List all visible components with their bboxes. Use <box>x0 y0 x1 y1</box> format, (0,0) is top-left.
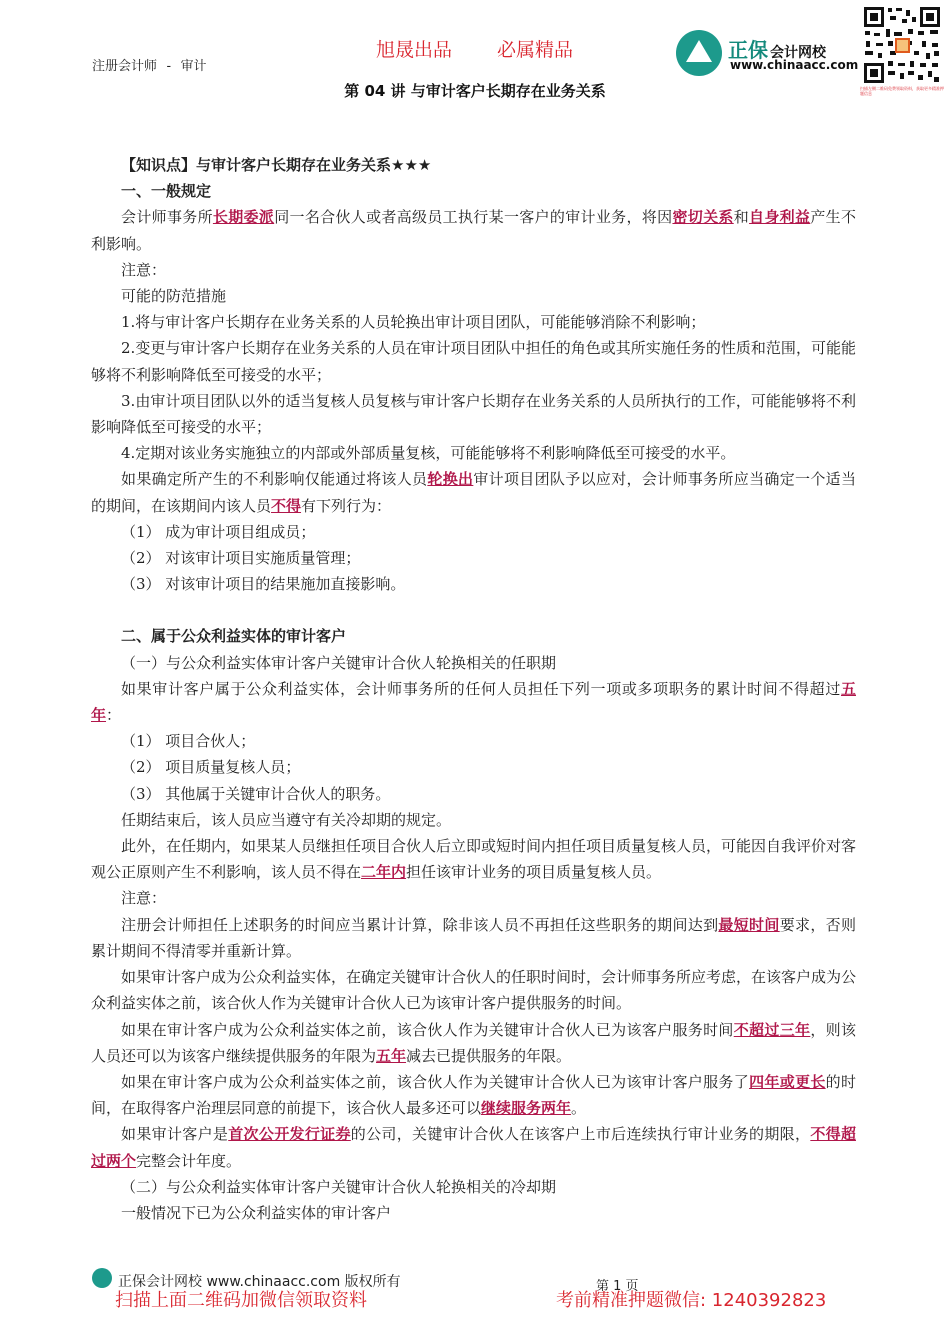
paragraph-7: 如果审计客户成为公众利益实体，在确定关键审计合伙人的任职时间时，会计师事务所应考虑，在该客户成为公众利益实体之前，该合伙人作为关键审计合伙人已为该审计客户提供服务的时间。 <box>91 968 857 1013</box>
subsection-1-title: （一）与公众利益实体审计客户关键审计合伙人轮换相关的任职期 <box>121 653 557 672</box>
page-number: 第 1 页 <box>596 1279 639 1294</box>
section-2-title: 二、属于公众利益实体的审计客户 <box>121 627 347 646</box>
course-name: 注册会计师 - 审计 <box>92 59 207 74</box>
section-1-title: 一、一般规定 <box>121 182 212 201</box>
lecture-title: 第 04 讲 与审计客户长期存在业务关系 <box>344 82 606 100</box>
brand-name-main: 正保 <box>728 38 768 62</box>
highlight-term: 二年内 <box>361 863 407 882</box>
list-item: （2） 项目质量复核人员； <box>121 758 301 777</box>
highlight-term: 首次公开发行证券 <box>228 1125 351 1144</box>
measure-item: 4.定期对该业务实施独立的内部或外部质量复核，可能能够将不利影响降低至可接受的水平。 <box>121 444 736 463</box>
paragraph-4: 任期结束后，该人员应当遵守有关冷却期的规定。 <box>121 810 452 829</box>
subsection-2-title: （二）与公众利益实体审计客户关键审计合伙人轮换相关的冷却期 <box>121 1177 557 1196</box>
brand-url: www.chinaacc.com <box>730 58 859 72</box>
highlight-term: 长期委派 <box>212 208 275 227</box>
footer-logo-icon <box>92 1268 112 1288</box>
qr-code-icon <box>862 5 942 85</box>
measures-title: 可能的防范措施 <box>121 287 227 306</box>
note-label: 注意： <box>121 260 167 279</box>
note-label: 注意： <box>121 889 167 908</box>
paragraph-1: 会计师事务所长期委派同一名合伙人或者高级员工执行某一客户的审计业务，将因密切关系和自身利益产生不利影响。 <box>91 208 856 253</box>
paragraph-8: 如果在审计客户成为公众利益实体之前，该合伙人作为关键审计合伙人已为该客户服务时间不超过三年，则该人员还可以为该客户继续提供服务的年限为五年减去已提供服务的年限。 <box>91 1020 856 1065</box>
promo-left: 扫描上面二维码加微信领取资料 <box>115 1290 367 1311</box>
slogan-right: 必属精品 <box>497 39 574 61</box>
list-item: （1） 成为审计项目组成员； <box>121 522 316 541</box>
highlight-term: 不超过三年 <box>733 1020 811 1039</box>
highlight-term: 最短时间 <box>718 915 780 934</box>
document-body <box>91 152 856 1226</box>
paragraph-6: 注册会计师担任上述职务的时间应当累计计算，除非该人员不再担任这些职务的期间达到最短时间要求，否则累计期间不得清零并重新计算。 <box>91 915 856 960</box>
highlight-term: 继续服务两年 <box>481 1099 572 1118</box>
paragraph-10: 如果审计客户是首次公开发行证券的公司，关键审计合伙人在该客户上市后连续执行审计业务的期限，不得超过两个完整会计年度。 <box>91 1125 856 1170</box>
measure-item: 1.将与审计客户长期存在业务关系的人员轮换出审计项目团队，可能能够消除不利影响； <box>121 313 706 332</box>
highlight-term: 四年或更长 <box>749 1072 826 1091</box>
highlight-term: 不得超过两个 <box>91 1125 856 1170</box>
highlight-term: 密切关系 <box>672 208 734 227</box>
slogan-left: 旭晟出品 <box>376 39 453 61</box>
list-item: （2） 对该审计项目实施质量管理； <box>121 549 361 568</box>
paragraph-9: 如果在审计客户成为公众利益实体之前，该合伙人作为关键审计合伙人已为该审计客户服务了四年或更长的时间，在取得客户治理层同意的前提下，该合伙人最多还可以继续服务两年。 <box>91 1072 856 1118</box>
paragraph-5: 此外，在任期内，如果某人员继担任项目合伙人后立即或短时间内担任项目质量复核人员，可能因自我评价对客观公正原则产生不利影响，该人员不得在二年内担任该审计业务的项目质量复核人员。 <box>91 837 857 882</box>
highlight-term: 不得 <box>271 496 302 515</box>
knowledge-point-title: 【知识点】与审计客户长期存在业务关系★★★ <box>121 156 432 174</box>
highlight-term: 五年 <box>376 1046 407 1065</box>
qr-caption: 扫描左侧二维码免费领取资料，获取更多精准押题信息 <box>860 86 944 96</box>
paragraph-2: 如果确定所产生的不利影响仅能通过将该人员轮换出审计项目团队予以应对，会计师事务所应当确定一个适当的期间，在该期间内该人员不得有下列行为： <box>91 470 856 515</box>
highlight-term: 轮换出 <box>427 470 474 489</box>
measure-item: 2.变更与审计客户长期存在业务关系的人员在审计项目团队中担任的角色或其所实施任务的性质和范围，可能能够将不利影响降低至可接受的水平； <box>91 339 856 384</box>
measure-item: 3.由审计项目团队以外的适当复核人员复核与审计客户长期存在业务关系的人员所执行的工作，可能能够将不利影响降低至可接受的水平； <box>91 391 856 437</box>
list-item: （3） 对该审计项目的结果施加直接影响。 <box>121 575 406 594</box>
brand-name-sub: 会计网校 <box>770 45 826 61</box>
promo-right: 考前精准押题微信: 1240392823 <box>556 1290 827 1311</box>
brand-logo-mark <box>686 40 712 62</box>
highlight-term: 五年 <box>91 679 856 725</box>
paragraph-11: 一般情况下已为公众利益实体的审计客户 <box>121 1203 392 1222</box>
list-item: （1） 项目合伙人； <box>121 732 256 751</box>
footer-copyright: 正保会计网校 www.chinaacc.com 版权所有 <box>118 1274 401 1290</box>
highlight-term: 自身利益 <box>749 208 811 227</box>
paragraph-3: 如果审计客户属于公众利益实体，会计师事务所的任何人员担任下列一项或多项职务的累计时间不得超过五年： <box>91 679 856 725</box>
list-item: （3） 其他属于关键审计合伙人的职务。 <box>121 784 391 803</box>
